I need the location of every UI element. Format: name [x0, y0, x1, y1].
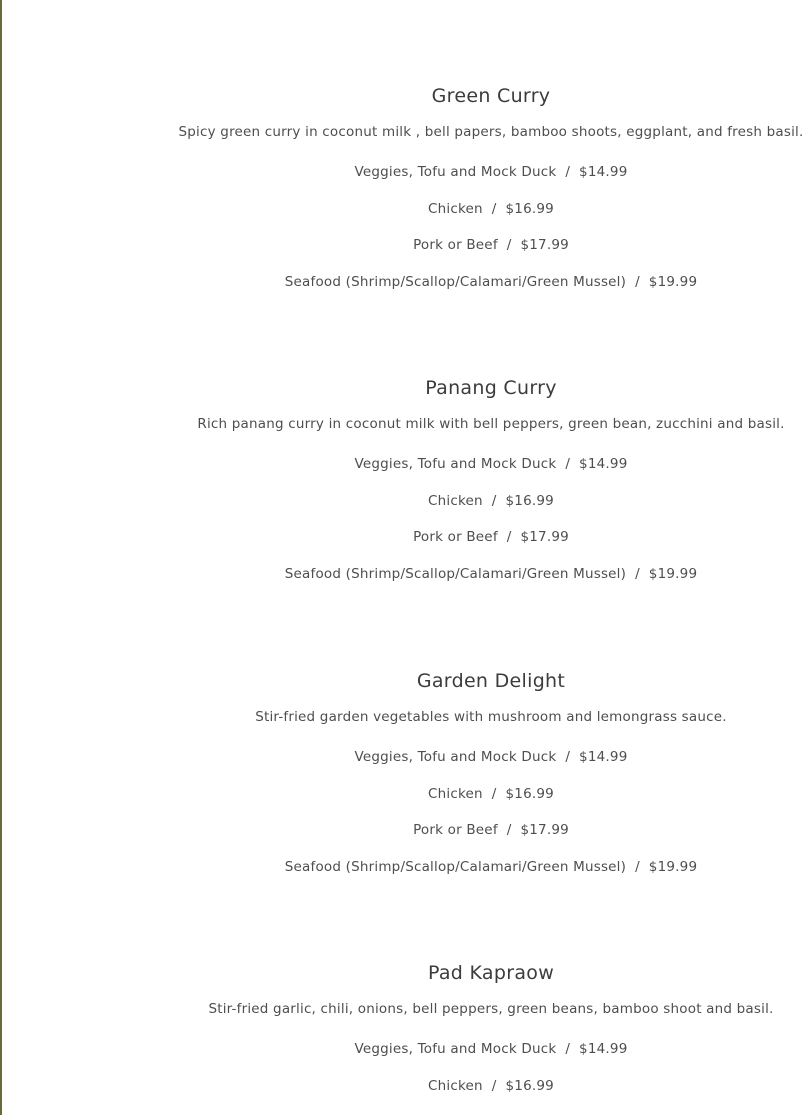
- price-option: Chicken / $16.99: [428, 493, 554, 509]
- dish-description: Spicy green curry in coconut milk , bell papers, bamboo shoots, eggplant, and fresh basil.: [178, 124, 804, 140]
- dish-description: Stir-fried garden vegetables with mushroom and lemongrass sauce.: [255, 709, 727, 725]
- price-option: Seafood (Shrimp/Scallop/Calamari/Green Mussel) / $19.99: [284, 274, 698, 290]
- price-option: Seafood (Shrimp/Scallop/Calamari/Green Mussel) / $19.99: [284, 859, 698, 875]
- price-option: Veggies, Tofu and Mock Duck / $14.99: [354, 749, 628, 765]
- dish-title: Pad Kapraow: [427, 962, 555, 984]
- price-option: Seafood (Shrimp/Scallop/Calamari/Green Mussel) / $19.99: [284, 566, 698, 582]
- price-option: Pork or Beef / $17.99: [413, 529, 569, 545]
- price-option: Pork or Beef / $17.99: [413, 237, 569, 253]
- price-option: Chicken / $16.99: [428, 786, 554, 802]
- price-option: Veggies, Tofu and Mock Duck / $14.99: [354, 164, 628, 180]
- price-option: Veggies, Tofu and Mock Duck / $14.99: [354, 1041, 628, 1057]
- price-option: Chicken / $16.99: [428, 201, 554, 217]
- dish-description: Stir-fried garlic, chili, onions, bell peppers, green beans, bamboo shoot and basil.: [208, 1001, 774, 1017]
- dish-title: Garden Delight: [416, 670, 566, 692]
- dish-description: Rich panang curry in coconut milk with bell peppers, green bean, zucchini and basil.: [197, 416, 785, 432]
- dish-title: Panang Curry: [425, 377, 557, 399]
- price-option: Veggies, Tofu and Mock Duck / $14.99: [354, 456, 628, 472]
- dish-title: Green Curry: [431, 85, 551, 107]
- price-option: Pork or Beef / $17.99: [413, 822, 569, 838]
- price-option: Chicken / $16.99: [428, 1078, 554, 1094]
